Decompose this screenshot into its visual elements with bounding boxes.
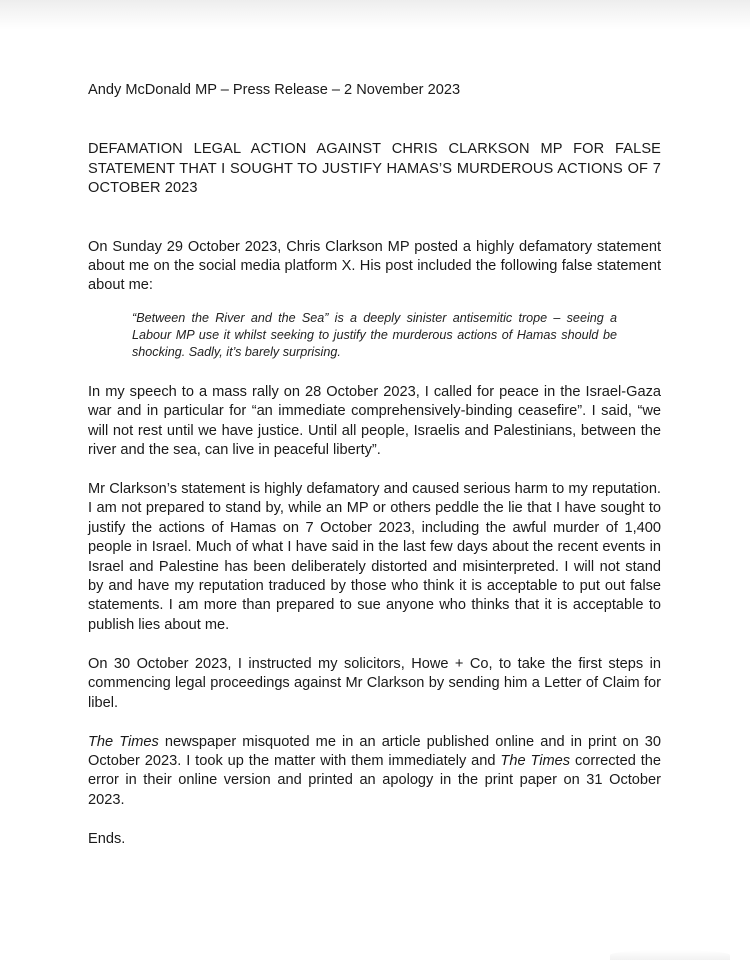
ends-marker: Ends.: [88, 830, 126, 847]
paragraph-2: In my speech to a mass rally on 28 October 2023, I called for peace in the Israel-Gaza war and in particular for “an immediate comprehensively-binding ceasefire”. I said, “we will not rest until we have justice. Until all people, Israelis and Palestinians, between the river and the sea, can live in peaceful liberty”.: [88, 383, 661, 458]
page-top-shadow: [0, 0, 750, 30]
publication-name: The Times: [88, 733, 159, 750]
press-release-document: [88, 81, 661, 849]
paragraph-4: On 30 October 2023, I instructed my solicitors, Howe + Co, to take the first steps in commencing legal proceedings against Mr Clarkson by sending him a Letter of Claim for libel.: [88, 655, 661, 711]
paragraph-5: [88, 733, 661, 811]
publication-name: The Times: [500, 753, 571, 770]
paragraph-1: On Sunday 29 October 2023, Chris Clarkson MP posted a highly defamatory statement about me on the social media platform X. His post included the following false statement about me:: [88, 238, 661, 294]
quoted-statement: “Between the River and the Sea” is a deeply sinister antisemitic trope – seeing a Labour MP use it whilst seeking to justify the murderous actions of Hamas should be shocking. Sadly, it’s barely surprising.: [132, 310, 617, 360]
paragraph-5-text-b: corrected the error in their online version and printed an apology in the print paper on 31 October 2023.: [88, 753, 661, 808]
press-release-heading: DEFAMATION LEGAL ACTION AGAINST CHRIS CLARKSON MP FOR FALSE STATEMENT THAT I SOUGHT TO JUSTIFY HAMAS’S MURDEROUS ACTIONS OF 7 OCTOBER 2023: [88, 141, 661, 197]
paragraph-3: Mr Clarkson’s statement is highly defamatory and caused serious harm to my reputation. I am not prepared to stand by, while an MP or others peddle the lie that I have sought to justify the actions of Hamas on 7 October 2023, including the awful murder of 1,400 people in Israel. Much of what I have said in the last few days about the recent events in Israel and Palestine has been deliberately distorted and misinterpreted. I will not stand by and have my reputation traduced by those who think it is acceptable to put out false statements. I am more than prepared to sue anyone who thinks that it is acceptable to publish lies about me.: [88, 480, 661, 633]
page-bottom-shadow: [610, 950, 730, 960]
paragraph-5-text-a: newspaper misquoted me in an article published online and in print on 30 October 2023. I took up the matter with them immediately and: [88, 733, 661, 770]
press-release-header: Andy McDonald MP – Press Release – 2 November 2023: [88, 82, 461, 98]
